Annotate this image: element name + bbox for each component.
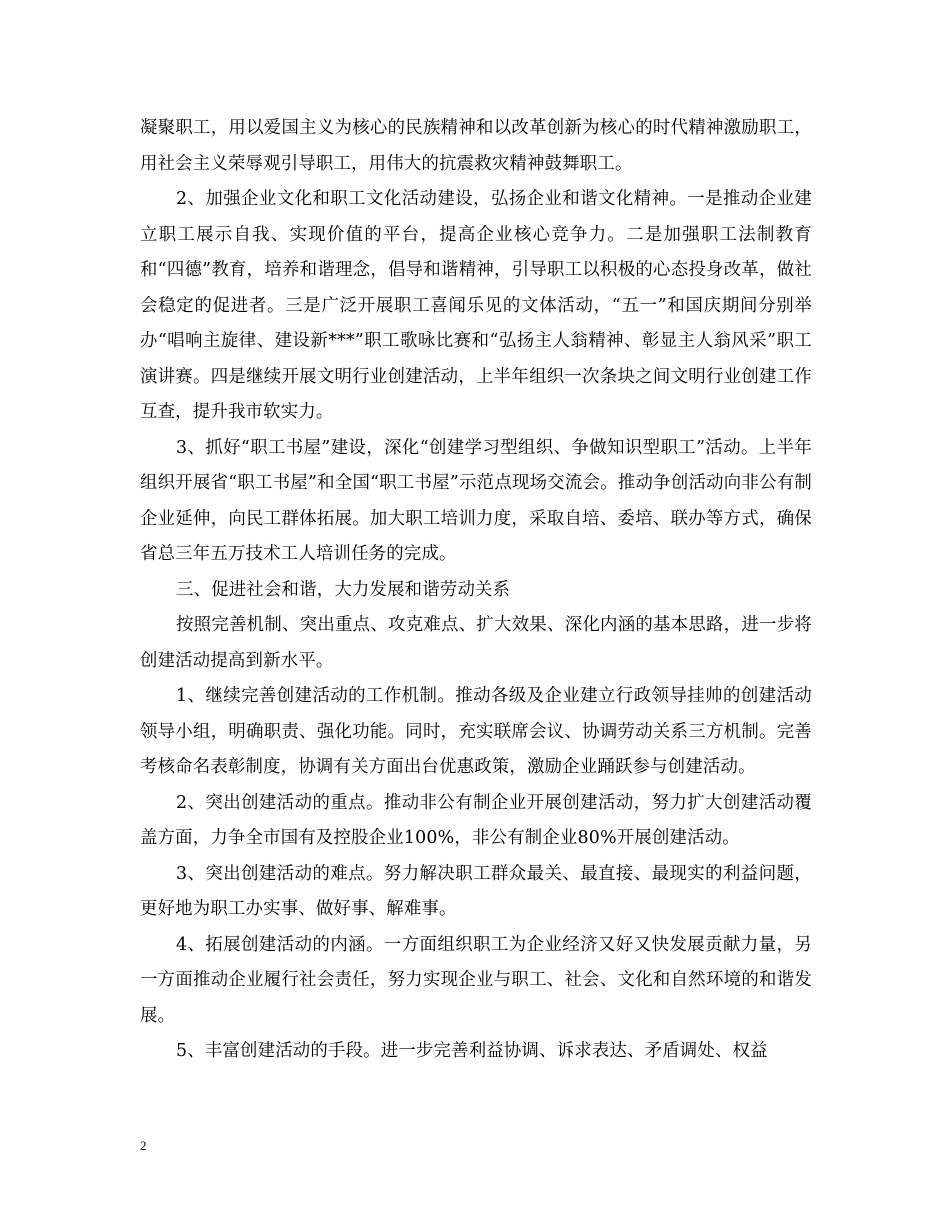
paragraph-basic-approach: 按照完善机制、突出重点、攻克难点、扩大效果、深化内涵的基本思路，进一步将创建活动提高到新水平。 bbox=[140, 615, 812, 671]
paragraph-continuation: 凝聚职工，用以爱国主义为核心的民族精神和以改革创新为核心的时代精神激励职工，用社会主义荣辱观引导职工，用伟大的抗震救灾精神鼓舞职工。 bbox=[140, 118, 812, 174]
paragraph-key-points: 2、突出创建活动的重点。推动非公有制企业开展创建活动，努力扩大创建活动覆盖方面，力争全市国有及控股企业100%，非公有制企业80%开展创建活动。 bbox=[140, 792, 812, 848]
paragraph-connotation: 4、拓展创建活动的内涵。一方面组织职工为企业经济又好又快发展贡献力量，另一方面推动企业履行社会责任，努力实现企业与职工、社会、文化和自然环境的和谐发展。 bbox=[140, 934, 812, 1026]
paragraph-corporate-culture: 2、加强企业文化和职工文化活动建设，弘扬企业和谐文化精神。一是推动企业建立职工展示自我、实现价值的平台，提高企业核心竞争力。二是加强职工法制教育和“四德”教育，培养和谐理念，倡导和谐精神，引导职工以积极的心态投身改革，做社会稳定的促进者。三是广泛开展职工喜闻乐见的文体活动，“五一”和国庆期间分别举办“唱响主旋律、建设新***”职工歌咏比赛和“弘扬主人翁精神、彰显主人翁风采”职工演讲赛。四是继续开展文明行业创建活动，上半年组织一次条块之间文明行业创建工作互查，提升我市软实力。 bbox=[140, 189, 812, 422]
paragraph-difficulties: 3、突出创建活动的难点。努力解决职工群众最关、最直接、最现实的利益问题，更好地为职工办实事、做好事、解难事。 bbox=[140, 863, 812, 919]
document-body bbox=[140, 111, 812, 1070]
page-number: 2 bbox=[140, 1138, 147, 1153]
section-heading-social-harmony: 三、促进社会和谐，大力发展和谐劳动关系 bbox=[176, 579, 511, 600]
paragraph-means: 5、丰富创建活动的手段。进一步完善利益协调、诉求表达、矛盾调处、权益 bbox=[176, 1041, 768, 1061]
paragraph-workers-bookhouse: 3、抓好“职工书屋”建设，深化“创建学习型组织、争做知识型职工”活动。上半年组织开展省“职工书屋”和全国“职工书屋”示范点现场交流会。推动争创活动向非公有制企业延伸，向民工群体拓展。加大职工培训力度，采取自培、委培、联办等方式，确保省总三年五万技术工人培训任务的完成。 bbox=[140, 437, 812, 564]
paragraph-work-mechanism: 1、继续完善创建活动的工作机制。推动各级及企业建立行政领导挂帅的创建活动领导小组，明确职责、强化功能。同时，充实联席会议、协调劳动关系三方机制。完善考核命名表彰制度，协调有关方面出台优惠政策，激励企业踊跃参与创建活动。 bbox=[140, 686, 812, 777]
